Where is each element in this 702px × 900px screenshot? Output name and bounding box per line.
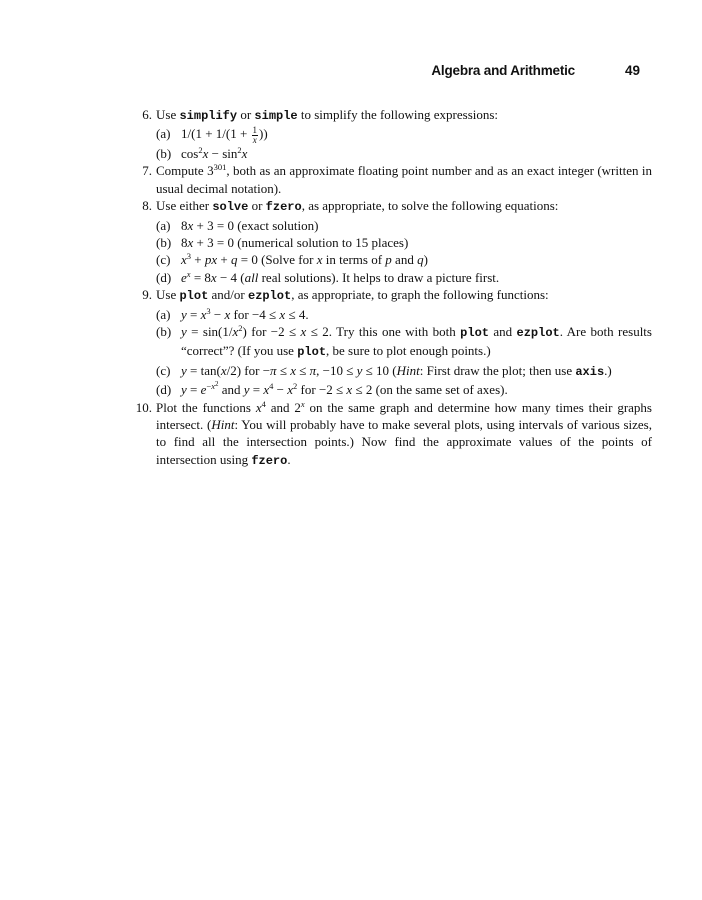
code-solve: solve (212, 200, 249, 215)
running-title: Algebra and Arithmetic (431, 63, 575, 78)
exercise-9a: (a) $y = x^3 - x$ for −4 ≤ x ≤ 4. (156, 305, 309, 322)
page-header (0, 63, 702, 83)
exercise-8a: (a) 8x + 3 = 0 (exact solution) (156, 217, 319, 233)
exercise-7: 7. Compute $3^{301}$, both as an approximate floating point number and as an exact integer (written in usual decimal notation). (142, 162, 652, 196)
exercise-10: 10. Plot the functions $x^4$ and 2$^x$ on the same graph and determine how many times their graphs intersect. (Hint: You will probably have to make several plots, using intervals of various sizes, to find all the intersection points.) Now find the approximate values of the points of intersection using fzero. (135, 398, 652, 468)
page-number: 49 (624, 63, 640, 78)
code-ezplot: ezplot (248, 289, 292, 304)
exercise-8c: (c) $x^3$ + px + q = 0 (Solve for x in terms of p and q) (156, 251, 428, 268)
exercise-9c: (c) y = tan(x/2) for −π ≤ x ≤ π, −10 ≤ y ≤ 10 (Hint: First draw the plot; then use axis.) (156, 362, 612, 379)
exercise-9d: (d) $y = e^{-x^2}$ and $y = x^4 - x^2$ for −2 ≤ x ≤ 2 (on the same set of axes). (156, 380, 508, 398)
code-fzero-2: fzero (251, 453, 288, 468)
code-simplify: simplify (179, 109, 238, 123)
code-fzero: fzero (265, 200, 302, 215)
exercise-8: 8. Use either solve or fzero, as appropriate, to solve the following equations: (a) 8x + 3 = 0 (exact solution) (b) 8x + 3 = 0 (numerical solution to 15 places) (c) $x^3$ + px + q = 0 (Solve for x in terms of p and q) (d) $e^x = 8x - 4$ (all real solutions). It helps to draw a picture first. (134, 197, 652, 286)
exercise-6b: (b) $\cos^2x - \sin^2x$ (156, 144, 248, 161)
exercise-6: 6. Use simplify or simple to simplify the following expressions: (a) 1/(1 + 1/(1 + $\frac{1}{x}$ )) (b) $\cos^2x - \sin^2x$ (134, 106, 652, 162)
exercise-8b: (b) 8x + 3 = 0 (numerical solution to 15 places) (156, 234, 409, 250)
exercise-6a: (a) 1/(1 + 1/(1 + $\frac{1}{x}$ )) (156, 124, 268, 145)
exercise-9: 9. Use plot and/or ezplot, as appropriate, to graph the following functions: (a) $y = x^3 - x$ for −4 ≤ x ≤ 4. (b) $y = \sin(1/x^2)$ for −2 ≤ x ≤ 2. Try this one with both plot and ezplot. Are both results “correct”? (If you use plot, be sure to plot enough points.) (c) y = tan(x/2) for −π ≤ x ≤ π, −10 ≤ y ≤ 10 (Hint: First draw the plot; then use axis.) (d) $y = e^{-x^2}$ and $y = x^4 - x^2$ for −2 ≤ x ≤ 2 (on the same set of axes). (142, 287, 652, 398)
code-simple: simple (254, 109, 298, 123)
exercise-list (134, 106, 652, 470)
exercise-8d: (d) $e^x = 8x - 4$ (all real solutions). It helps to draw a picture first. (156, 268, 500, 285)
exercise-9b: (b) $y = \sin(1/x^2)$ for −2 ≤ x ≤ 2. Try this one with both plot and ezplot. Are both results “correct”? (If you use plot, be sure to plot enough points.) (156, 322, 652, 360)
code-axis: axis (575, 364, 605, 379)
code-plot: plot (179, 289, 209, 304)
